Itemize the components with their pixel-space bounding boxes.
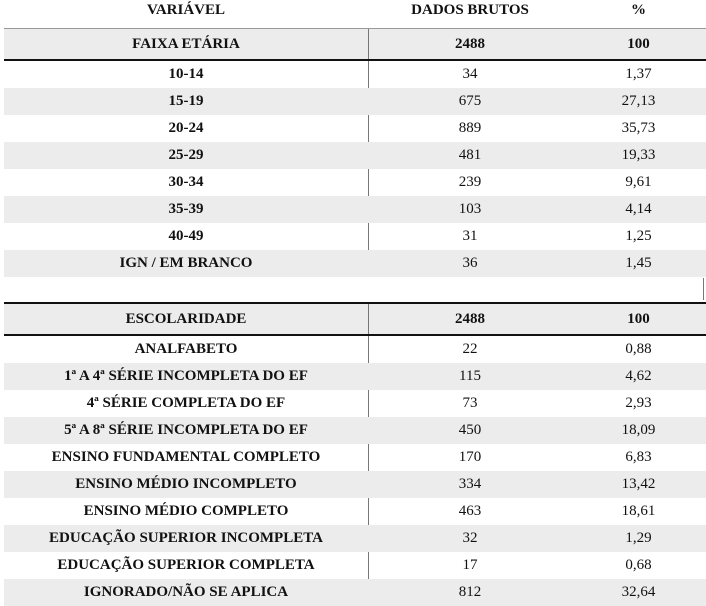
row-raw: 103: [458, 201, 482, 217]
table-row: [4, 196, 706, 223]
row-percent: 0,88: [625, 341, 652, 357]
row-raw: 481: [458, 147, 482, 163]
row-percent: 1,29: [625, 530, 652, 546]
row-label: ENSINO MÉDIO INCOMPLETO: [75, 476, 297, 492]
row-raw: 17: [462, 557, 478, 573]
row-raw: 170: [458, 449, 482, 465]
row-raw: 115: [459, 368, 481, 384]
row-label: 25-29: [168, 147, 204, 163]
table-row: [4, 88, 706, 115]
section-total: 2488: [455, 36, 485, 52]
row-percent: 18,09: [621, 422, 656, 438]
table-row: [4, 223, 706, 250]
row-label: EDUCAÇÃO SUPERIOR COMPLETA: [57, 557, 315, 573]
row-percent: 35,73: [621, 120, 656, 136]
row-percent: 1,45: [625, 255, 652, 271]
row-raw: 889: [458, 120, 482, 136]
table-edge-line: [703, 278, 704, 300]
table-row: [4, 552, 706, 579]
section-total-percent: 100: [627, 311, 650, 327]
row-label: ENSINO FUNDAMENTAL COMPLETO: [51, 449, 321, 465]
table-row: [4, 444, 706, 471]
row-percent: 0,68: [625, 557, 652, 573]
column-header-variable: VARIÁVEL: [146, 2, 226, 18]
table-row: [4, 336, 706, 363]
age-group-rows: [4, 61, 706, 277]
row-percent: 18,61: [621, 503, 656, 519]
table-row: [4, 525, 706, 552]
row-percent: 27,13: [621, 93, 656, 109]
row-raw: 31: [462, 228, 478, 244]
section-header-education: [4, 304, 706, 334]
education-rows: [4, 336, 706, 606]
column-header-percent: %: [631, 2, 646, 18]
row-label: 4ª SÉRIE COMPLETA DO EF: [86, 395, 286, 411]
row-percent: 1,37: [625, 66, 652, 82]
row-raw: 450: [458, 422, 482, 438]
row-label: 30-34: [168, 174, 204, 190]
row-percent: 2,93: [625, 395, 652, 411]
row-percent: 13,42: [621, 476, 656, 492]
row-percent: 6,83: [625, 449, 652, 465]
row-percent: 4,14: [625, 201, 652, 217]
column-header-raw-data: DADOS BRUTOS: [411, 2, 529, 18]
row-label: 5ª A 8ª SÉRIE INCOMPLETA DO EF: [64, 422, 308, 438]
row-raw: 22: [462, 341, 478, 357]
section-total-percent: 100: [627, 36, 650, 52]
row-raw: 36: [462, 255, 478, 271]
table-row: [4, 115, 706, 142]
table-row: [4, 471, 706, 498]
table-row: [4, 417, 706, 444]
table-row: [4, 390, 706, 417]
row-label: IGN / EM BRANCO: [119, 255, 253, 271]
row-label: 40-49: [168, 228, 204, 244]
section-title: FAIXA ETÁRIA: [132, 36, 240, 52]
row-label: ANALFABETO: [134, 341, 238, 357]
row-raw: 239: [458, 174, 482, 190]
section-total: 2488: [455, 311, 485, 327]
row-raw: 73: [462, 395, 478, 411]
row-raw: 32: [462, 530, 478, 546]
row-label: 10-14: [168, 66, 204, 82]
row-percent: 9,61: [625, 174, 652, 190]
table-row: [4, 169, 706, 196]
row-percent: 1,25: [625, 228, 652, 244]
table-row: [4, 363, 706, 390]
row-raw: 34: [462, 66, 478, 82]
row-raw: 812: [458, 584, 482, 600]
table-row: [4, 498, 706, 525]
row-raw: 675: [458, 93, 482, 109]
row-label: EDUCAÇÃO SUPERIOR INCOMPLETA: [49, 530, 323, 546]
row-percent: 19,33: [621, 147, 656, 163]
row-label: 35-39: [168, 201, 204, 217]
table-header: [0, 0, 706, 22]
table-row: [4, 142, 706, 169]
row-raw: 463: [458, 503, 482, 519]
row-percent: 32,64: [621, 584, 656, 600]
table-row: [4, 250, 706, 277]
section-header-age-group: [4, 29, 706, 59]
table-row: [4, 61, 706, 88]
row-percent: 4,62: [625, 368, 652, 384]
row-label: 1ª A 4ª SÉRIE INCOMPLETA DO EF: [64, 368, 308, 384]
row-raw: 334: [458, 476, 482, 492]
section-title: ESCOLARIDADE: [125, 311, 247, 327]
row-label: 20-24: [168, 120, 204, 136]
row-label: 15-19: [168, 93, 204, 109]
row-label: ENSINO MÉDIO COMPLETO: [83, 503, 289, 519]
table-row: [4, 579, 706, 606]
row-label: IGNORADO/NÃO SE APLICA: [83, 584, 289, 600]
